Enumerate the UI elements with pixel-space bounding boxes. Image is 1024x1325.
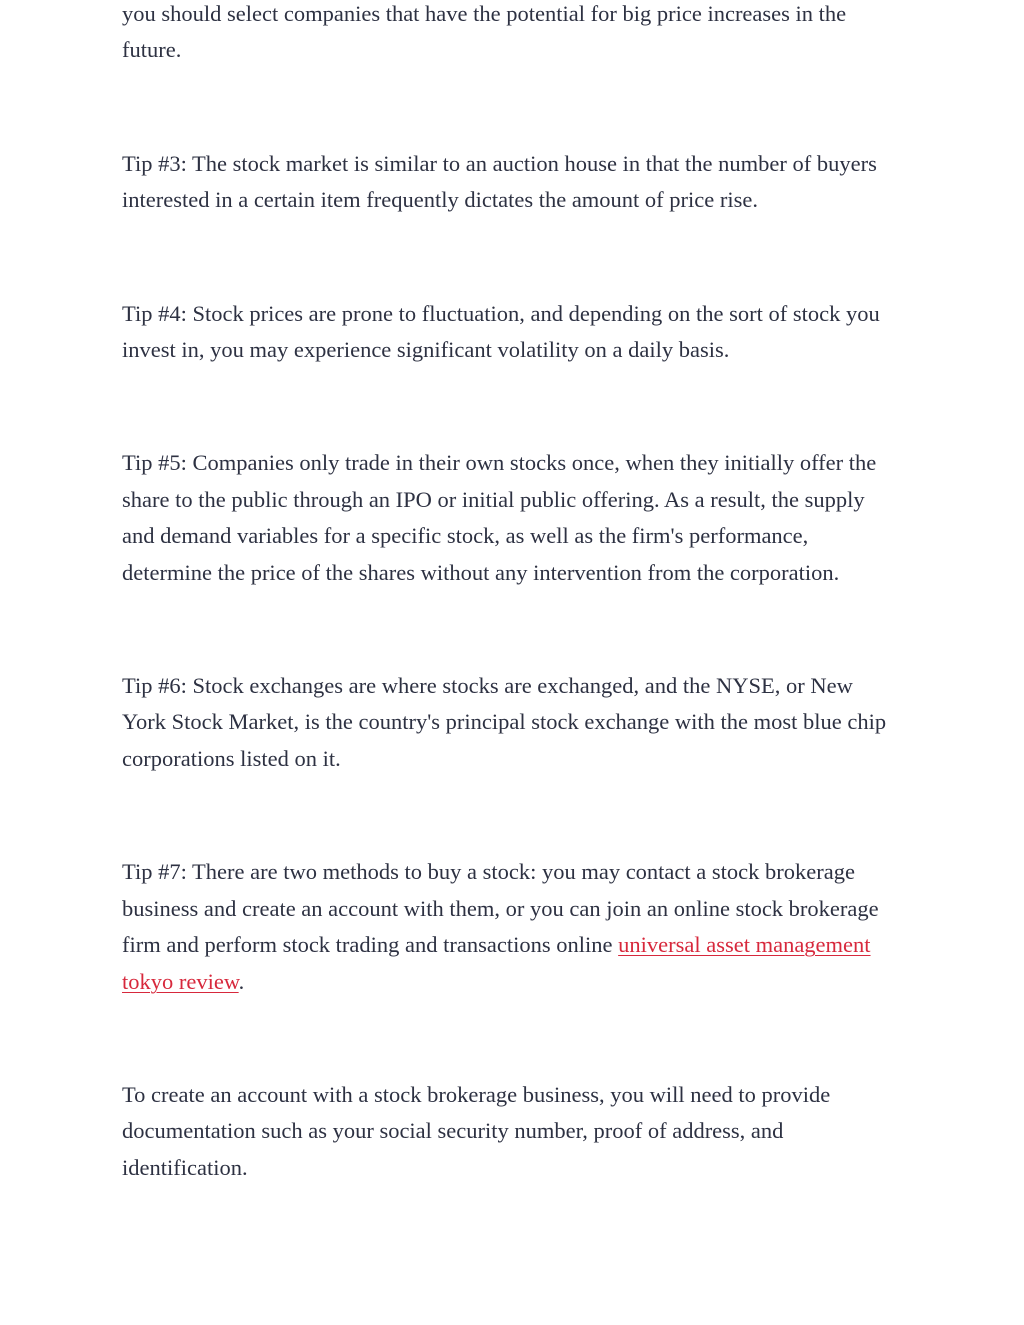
paragraph-tip-7 [122,854,892,1000]
review-link[interactable]: universal asset management tokyo review [122,932,871,994]
paragraph-intro-end: you should select companies that have the potential for big price increases in the future. [122,1,847,63]
paragraph-tip-3: Tip #3: The stock market is similar to an auction house in that the number of buyers interested in a certain item frequently dictates the amount of price rise. [122,150,877,213]
paragraph-tip-4: Tip #4: Stock prices are prone to fluctuation, and depending on the sort of stock you invest in, you may experience significant volatility on a daily basis. [122,300,880,363]
tip-7-text: Tip #7: There are two methods to buy a stock: you may contact a stock brokerage business and create an account with them, or you can join an online stock brokerage firm and perform stock trading and transactions online [122,859,879,958]
paragraph-closing: To create an account with a stock brokerage business, you will need to provide documentation such as your social security number, proof of address, and identification. [122,1081,831,1180]
tip-7-period: . [238,968,245,994]
paragraph-tip-5: Tip #5: Companies only trade in their own stocks once, when they initially offer the share to the public through an IPO or initial public offering. As a result, the supply and demand variables for a specific stock, as well as the firm's performance, determine the price of the shares without any intervention from the corporation. [122,450,877,585]
paragraph-tip-6: Tip #6: Stock exchanges are where stocks are exchanged, and the NYSE, or New York Stock Market, is the country's principal stock exchange with the most blue chip corporations listed on it. [122,673,887,771]
article-body [122,0,892,1186]
